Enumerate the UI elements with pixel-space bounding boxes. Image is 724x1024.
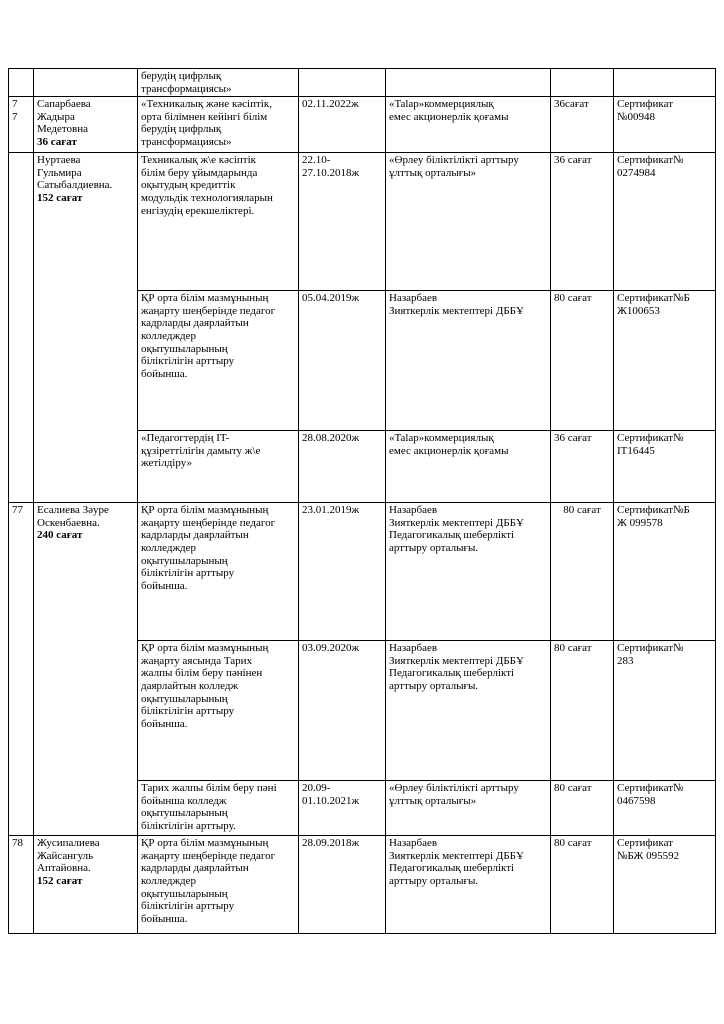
course-organization: Назарбаев Зияткерлік мектептері ДББҰ Педагогикалық шеберлікті арттыру орталығы. [386,503,551,641]
course-hours: 80 сағат [551,781,614,836]
row-number [9,69,34,97]
table-row [9,69,716,97]
certificate-number: Сертификат№ 283 [614,641,716,781]
course-organization: «Өрлеу біліктілікті арттыру ұлттық орталығы» [386,781,551,836]
course-title: ҚР орта білім мазмұнының жаңарту шеңберінде педагог кадрларды даярлайтын колледждер оқытушыларының біліктілігін арттыру бойынша. [138,503,299,641]
certificate-number: Сертификат №БЖ 095592 [614,836,716,934]
teacher-hours: 36 сағат [37,135,77,148]
teacher-hours: 152 сағат [37,874,83,887]
course-organization: «Talap»коммерциялық емес акционерлік қоғамы [386,431,551,503]
course-hours [551,69,614,97]
course-hours: 80 сағат [551,836,614,934]
row-number: 78 [9,836,34,934]
certificate-number: Сертификат№ 0274984 [614,153,716,291]
course-hours: 36 сағат [551,431,614,503]
course-title: берудің цифрлық трансформациясы» [138,69,299,97]
teacher-name: Жусипалиева Жайсангуль Аптайовна. [37,837,100,875]
course-organization: Назарбаев Зияткерлік мектептері ДББҰ [386,291,551,431]
course-organization: «Өрлеу біліктілікті арттыру ұлттық орталығы» [386,153,551,291]
certificate-number [614,69,716,97]
certificate-number: Сертификат№ 0467598 [614,781,716,836]
certificate-number: Сертификат№ IT16445 [614,431,716,503]
teacher-cell [34,69,138,97]
course-organization: Назарбаев Зияткерлік мектептері ДББҰ Педагогикалық шеберлікті арттыру орталығы. [386,836,551,934]
course-title: Техникалық ж\е кәсіптік білім беру ұйымдарында оқытудың кредиттік модульдік технологияларын енгізудің ерекшеліктері. [138,153,299,291]
row-number [9,153,34,503]
course-organization [386,69,551,97]
course-hours: 80 сағат [551,291,614,431]
teacher-cell [34,97,138,153]
course-date: 28.09.2018ж [299,836,386,934]
course-hours: 80 сағат [551,503,614,641]
course-title: ҚР орта білім мазмұнының жаңарту шеңберінде педагог кадрларды даярлайтын колледждер оқытушыларының біліктілігін арттыру бойынша. [138,836,299,934]
course-title: «Педагогтердің IT- құзіреттілігін дамыту ж\е жетілдіру» [138,431,299,503]
certificate-number: Сертификат №00948 [614,97,716,153]
course-date: 22.10- 27.10.2018ж [299,153,386,291]
course-title: ҚР орта білім мазмұнының жаңарту аясында Тарих жалпы білім беру пәнінен даярлайтын колледж оқытушыларының біліктілігін арттыру бойынша. [138,641,299,781]
course-date: 28.08.2020ж [299,431,386,503]
certificate-number: Сертификат№Б Ж100653 [614,291,716,431]
teacher-cell [34,836,138,934]
table-row [9,503,716,641]
course-title: «Техникалық және кәсіптік, орта білімнен кейінгі білім берудің цифрлық трансформациясы» [138,97,299,153]
course-date [299,69,386,97]
course-hours: 36сағат [551,97,614,153]
course-date: 03.09.2020ж [299,641,386,781]
course-title: Тарих жалпы білім беру пәні бойынша колледж оқытушыларының біліктілігін арттыру. [138,781,299,836]
row-number: 77 [9,503,34,836]
course-date: 02.11.2022ж [299,97,386,153]
table-row [9,153,716,291]
teacher-name: Сапарбаева Жадыра Медетовна [37,98,91,136]
teacher-hours: 152 сағат [37,191,83,204]
course-organization: Назарбаев Зияткерлік мектептері ДББҰ Педагогикалық шеберлікті арттыру орталығы. [386,641,551,781]
teacher-cell [34,153,138,503]
course-date: 20.09- 01.10.2021ж [299,781,386,836]
table-row [9,836,716,934]
table-row [9,97,716,153]
course-hours: 36 сағат [551,153,614,291]
teacher-cell [34,503,138,836]
teacher-name: Есалиева Зәуре Оскенбаевна. [37,504,109,529]
course-date: 05.04.2019ж [299,291,386,431]
course-hours: 80 сағат [551,641,614,781]
course-date: 23.01.2019ж [299,503,386,641]
course-organization: «Talap»коммерциялық емес акционерлік қоғамы [386,97,551,153]
course-title: ҚР орта білім мазмұнының жаңарту шеңберінде педагог кадрларды даярлайтын колледждер оқытушыларының біліктілігін арттыру бойынша. [138,291,299,431]
teacher-hours: 240 сағат [37,529,83,542]
teacher-name: Нуртаева Гульмира Сатыбалдиевна. [37,154,113,192]
training-table [8,68,716,934]
certificate-number: Сертификат№Б Ж 099578 [614,503,716,641]
row-number: 7 7 [9,97,34,153]
